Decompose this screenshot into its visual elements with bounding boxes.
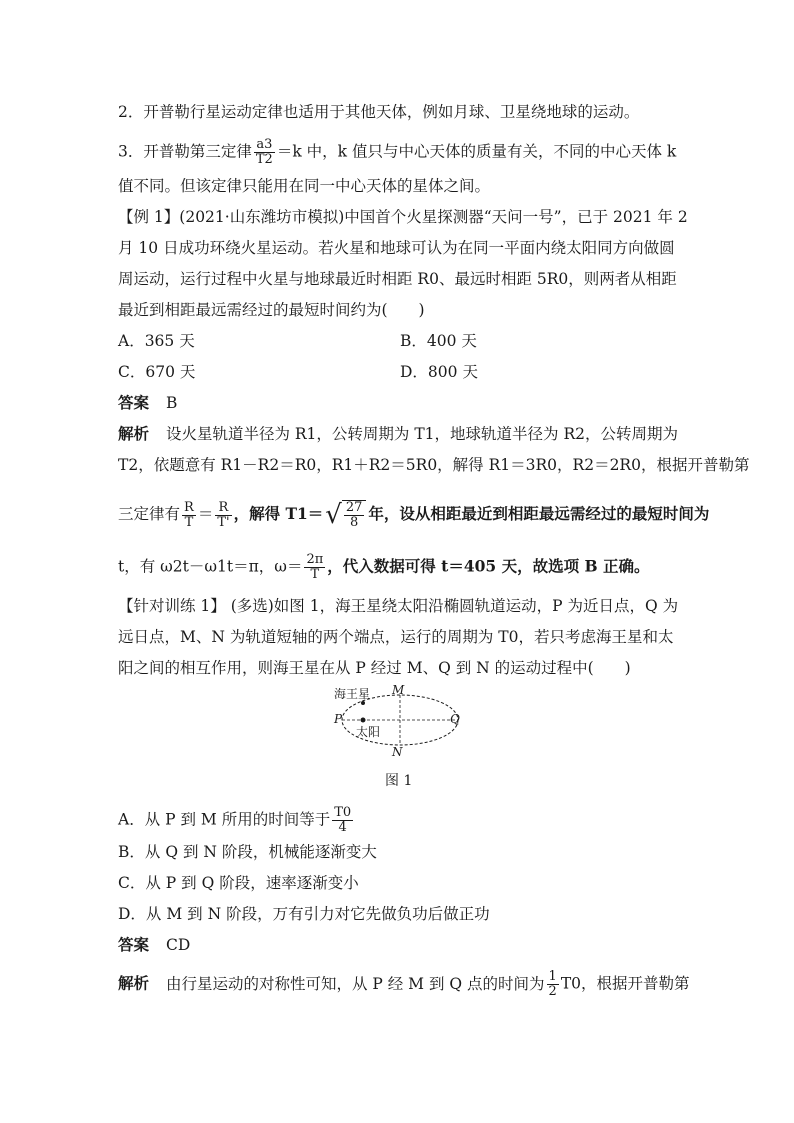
label-neptune: 海王星 <box>334 687 371 701</box>
text-segment: 由行星运动的对称性可知，从 P 经 M 到 Q 点的时间为 <box>165 974 545 993</box>
text-segment: 年，设从相距最近到相距最远需经过的最短时间为 <box>368 504 710 523</box>
analysis-label: 解析 <box>118 974 150 993</box>
analysis-line-3 <box>118 500 709 530</box>
fraction-numerator: 2π <box>306 552 324 567</box>
orbit-figure <box>320 678 470 788</box>
text-segment: 3．开普勒第三定律 <box>118 142 252 161</box>
paragraph-line-3: 值不同。但该定律只能用在同一中心天体的星体之间。 <box>118 177 491 195</box>
paragraph-line-7: 最近到相距最远需经过的最短时间约为( ) <box>118 301 425 319</box>
option-c: C．670 天 <box>118 363 196 381</box>
text-segment: ＝k 中，k 值只与中心天体的质量有关，不同的中心天体 k <box>276 142 677 161</box>
label-m: M <box>392 683 405 697</box>
answer-value: CD <box>165 936 191 954</box>
paragraph-line-2 <box>118 138 676 167</box>
fraction-numerator: R <box>184 499 194 515</box>
fraction-denominator: T2 <box>255 152 273 167</box>
sun-dot <box>361 718 366 723</box>
fraction-denominator: T <box>310 567 320 582</box>
label-n: N <box>392 745 403 759</box>
answer-line <box>118 393 177 413</box>
fraction-denominator: 4 <box>338 820 347 835</box>
fraction-numerator: a3 <box>254 138 275 153</box>
fraction-denominator: 8 <box>350 515 359 530</box>
fraction-numerator: R <box>215 501 231 516</box>
label-q: Q <box>450 712 460 726</box>
example-heading: 【例 1】(2021·山东潍坊市模拟)中国首个火星探测器“天问一号”，已于 2021 年 2 <box>118 208 688 226</box>
fraction-denominator: T' <box>217 514 230 530</box>
fraction-t0-over-4 <box>332 806 353 835</box>
paragraph-line-6: 周运动，运行过程中火星与地球最近时相距 R0、最远时相距 5R0，则两者从相距 <box>118 270 677 288</box>
sqrt-icon: √ <box>325 500 342 530</box>
analysis-text: 设火星轨道半径为 R1，公转周期为 T1，地球轨道半径为 R2，公转周期为 <box>165 425 679 443</box>
fraction-denominator: T <box>184 514 194 530</box>
training-heading: 【针对训练 1】 (多选)如图 1，海王星绕太阳沿椭圆轨道运动，P 为近日点，Q 为 <box>118 597 679 615</box>
text-segment: 三定律有 <box>118 505 181 523</box>
text-segment: ，代入数据可得 t＝405 天，故选项 B 正确。 <box>327 556 650 576</box>
analysis-line-2: T2，依题意有 R1－R2＝R0，R1＋R2＝5R0，解得 R1＝3R0，R2＝2R0，根据开普勒第 <box>118 456 750 474</box>
text-segment: ，解得 T1＝ <box>233 504 324 523</box>
fraction-numerator: 1 <box>548 969 557 984</box>
paragraph-line-1: 2．开普勒行星运动定律也适用于其他天体，例如月球、卫星绕地球的运动。 <box>118 103 640 121</box>
training-answer-line <box>118 935 190 955</box>
training-analysis-line-1 <box>118 970 690 999</box>
answer-label: 答案 <box>118 394 150 412</box>
fraction-a3-over-t2 <box>254 138 275 167</box>
fraction-numerator: T0 <box>334 805 352 820</box>
fraction-2pi-over-t <box>304 553 325 582</box>
label-p: P <box>334 712 343 726</box>
training-line-3: 阳之间的相互作用，则海王星在从 P 经过 M、Q 到 N 的运动过程中( ) <box>118 659 631 677</box>
fraction-r-over-t <box>182 501 196 530</box>
training-option-b: B．从 Q 到 N 阶段，机械能逐渐变大 <box>118 843 377 861</box>
option-a: A．365 天 <box>118 332 195 350</box>
answer-label: 答案 <box>118 936 150 954</box>
option-d: D．800 天 <box>400 363 478 381</box>
training-line-2: 远日点，M、N 为轨道短轴的两个端点，运行的周期为 T0，若只考虑海王星和太 <box>118 628 674 646</box>
text-segment: A．从 P 到 M 所用的时间等于 <box>118 810 331 829</box>
text-segment: T0，根据开普勒第 <box>560 974 690 993</box>
analysis-line-1 <box>118 424 678 444</box>
figure-caption: 图 1 <box>385 773 413 789</box>
text-segment: t，有 ω2t－ω1t＝π，ω＝ <box>118 557 303 576</box>
text-segment: ＝ <box>197 505 214 523</box>
training-option-d: D．从 M 到 N 阶段，万有引力对它先做负功后做正功 <box>118 905 490 923</box>
training-option-c: C．从 P 到 Q 阶段，速率逐渐变小 <box>118 874 359 892</box>
label-sun: 太阳 <box>356 725 381 739</box>
fraction-denominator: 2 <box>548 984 557 999</box>
analysis-line-4 <box>118 553 649 582</box>
paragraph-line-5: 月 10 日成功环绕火星运动。若火星和地球可认为在同一平面内绕太阳同方向做圆 <box>118 239 675 257</box>
training-option-a <box>118 806 355 835</box>
analysis-label: 解析 <box>118 425 150 443</box>
fraction-numerator: 27 <box>345 500 363 515</box>
fraction-r-over-t-prime <box>215 501 231 530</box>
fraction-27-over-8 <box>344 501 365 530</box>
option-b: B．400 天 <box>400 332 477 350</box>
answer-value: B <box>165 394 178 412</box>
fraction-1-over-2 <box>547 970 559 999</box>
square-root <box>325 500 366 530</box>
